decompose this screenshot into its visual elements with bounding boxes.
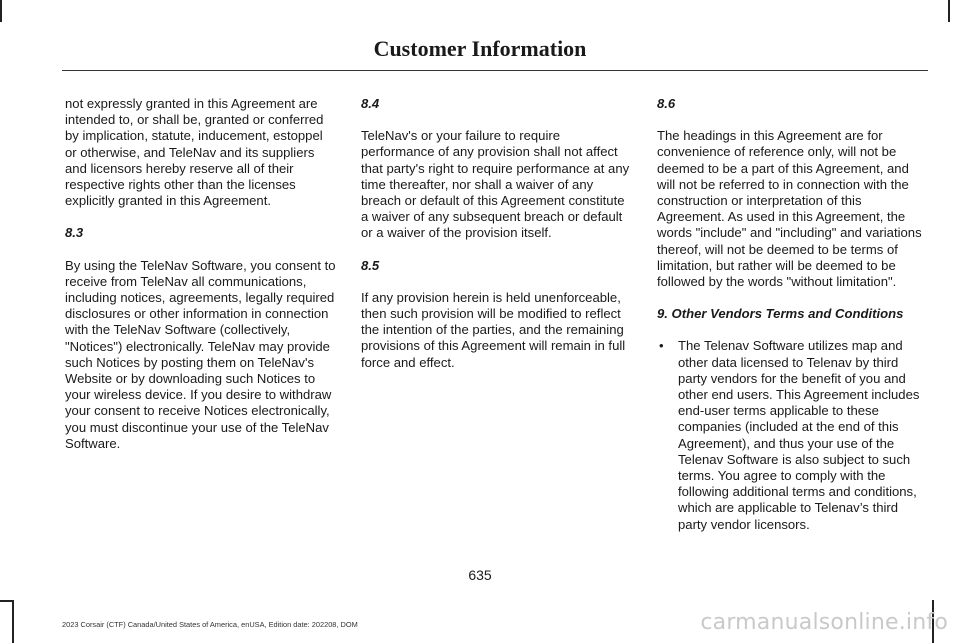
watermark: carmanualsonline.info xyxy=(700,610,948,635)
footer-edition-text: 2023 Corsair (CTF) Canada/United States of America, enUSA, Edition date: 202208, DOM xyxy=(62,620,358,629)
section-heading-9: 9. Other Vendors Terms and Conditions xyxy=(657,306,904,322)
crop-mark-top-left xyxy=(0,0,2,22)
section-heading-8-6: 8.6 xyxy=(657,96,676,111)
bullet-icon: • xyxy=(659,338,664,354)
crop-mark-bottom-left-v xyxy=(12,600,14,643)
section-heading-8-3: 8.3 xyxy=(65,225,84,241)
column-right xyxy=(657,96,929,533)
crop-mark-top-right xyxy=(948,0,950,22)
paragraph-8-3: By using the TeleNav Software, you consent to receive from TeleNav all communications, including notices, agreements, legally required disclosures or other information in connection with the TeleNav Software (collectively, "Notices") electronically. TeleNav may provide such Notices by posting them on TeleNav's Website or by downloading such Notices to your wireless device. If you desire to withdraw your consent to receive Notices electronically, you must discontinue your use of the TeleNav Software. xyxy=(65,257,336,451)
column-left xyxy=(65,96,337,468)
paragraph-8-5: If any provision herein is held unenforceable, then such provision will be modified to reflect the intention of the parties, and the remaining provisions of this Agreement will remain in full force and effect. xyxy=(361,289,626,370)
bullet-text: The Telenav Software utilizes map and other data licensed to Telenav by third party vendors for the benefit of you and other end users. This Agreement includes end-user terms applicable to these companies (included at the end of this Agreement), and thus your use of the Telenav Software is also subject to such terms. You agree to comply with the following additional terms and conditions, which are applicable to Telenav’s third party vendor licensors. xyxy=(678,338,920,532)
header-rule xyxy=(62,70,928,71)
page-number: 635 xyxy=(468,567,492,583)
paragraph-8-6: The headings in this Agreement are for convenience of reference only, will not be deemed to be a part of this Agreement, and will not be referred to in connection with the construction or interpretation of this Agreement. As used in this Agreement, the words "include" and "including" and variations thereof, will not be deemed to be terms of limitation, but rather will be deemed to be followed by the words "without limitation". xyxy=(657,128,922,290)
bullet-item xyxy=(657,338,929,532)
column-middle xyxy=(361,96,633,387)
paragraph-8-4: TeleNav's or your failure to require performance of any provision shall not affect that party's right to require performance at any time thereafter, nor shall a waiver of any breach or default of this Agreement constitute a waiver of any subsequent breach or default or a waiver of the provision itself. xyxy=(361,128,630,241)
section-heading-8-5: 8.5 xyxy=(361,257,380,273)
crop-mark-bottom-left-h xyxy=(0,600,14,602)
page-header-title: Customer Information xyxy=(373,36,587,61)
paragraph-continued: not expressly granted in this Agreement are intended to, or shall be, granted or conferred by implication, statute, inducement, estoppel or otherwise, and TeleNav and its suppliers and licensors hereby reserve all of their respective rights other than the licenses explicitly granted in this Agreement. xyxy=(65,96,324,209)
section-heading-8-4: 8.4 xyxy=(361,96,380,111)
